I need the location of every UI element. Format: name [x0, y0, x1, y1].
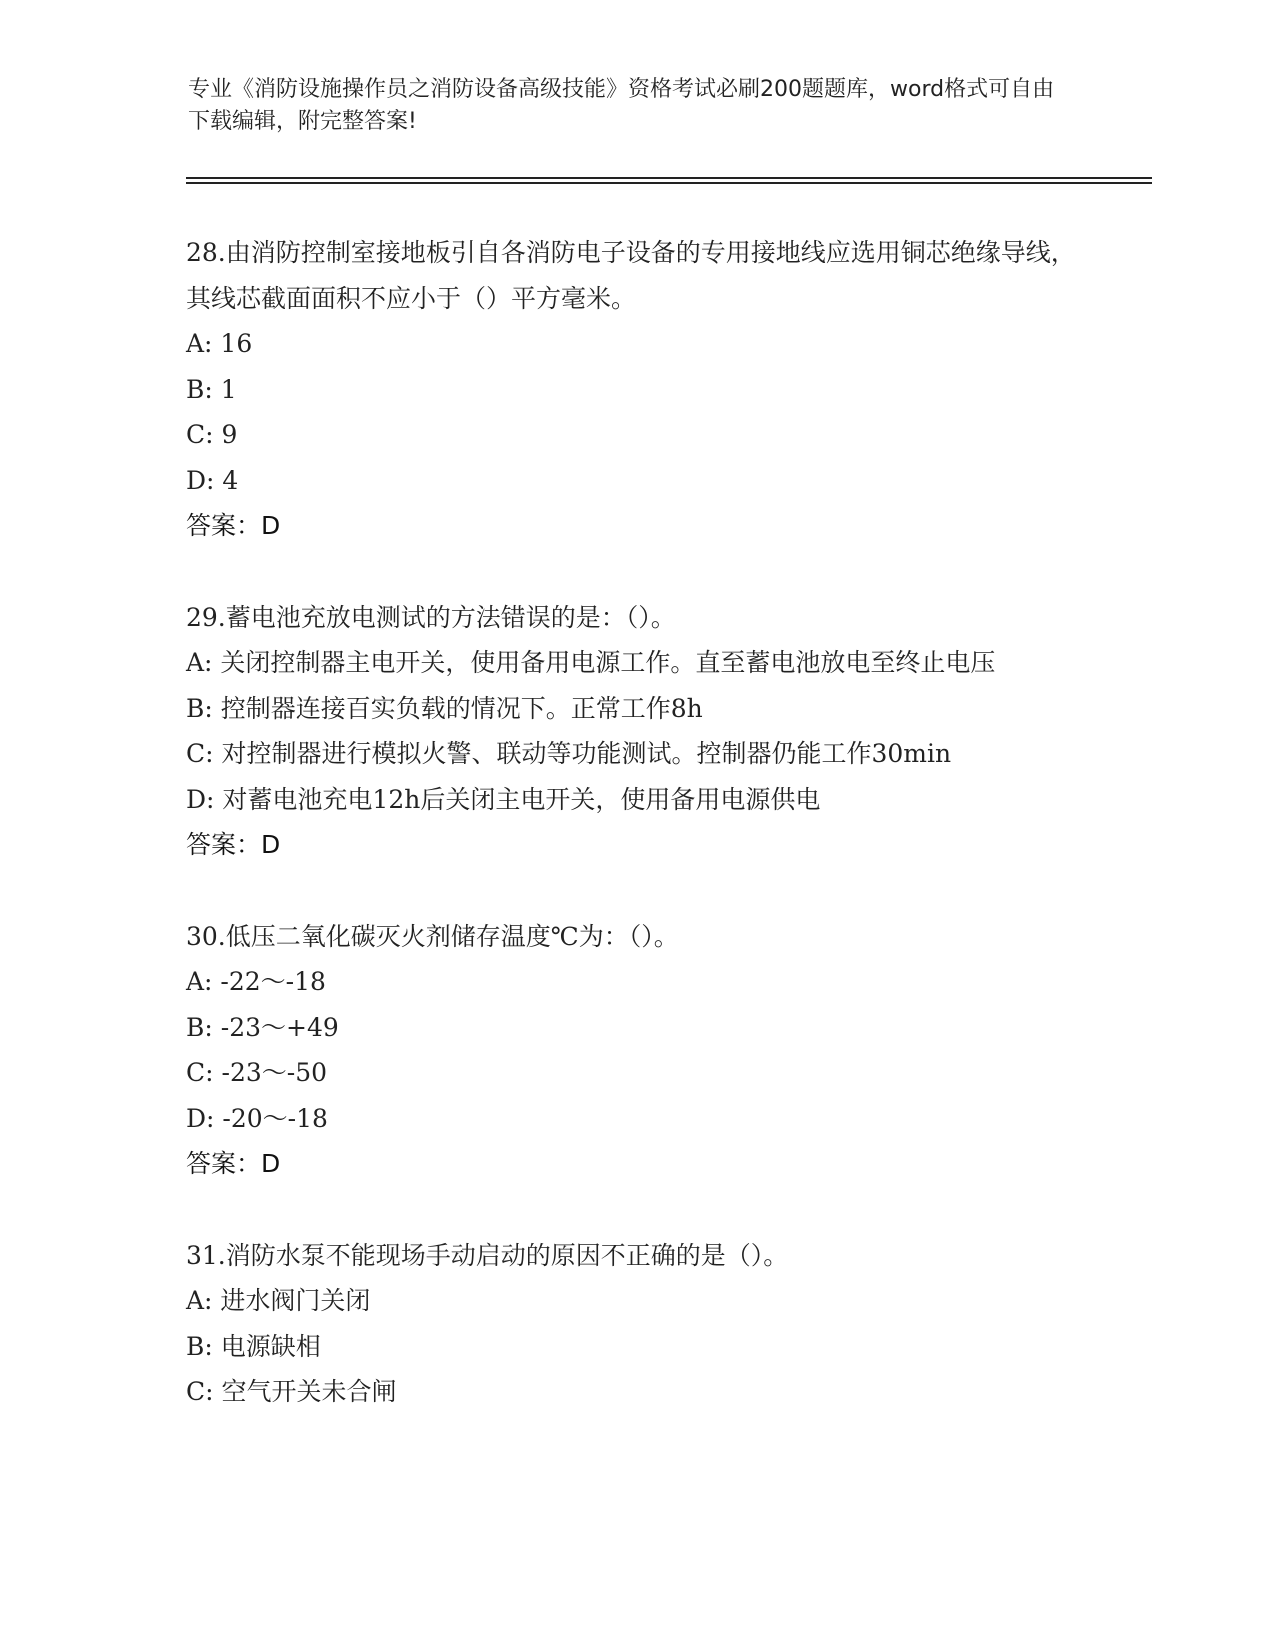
header-divider-bottom [186, 182, 1152, 184]
option-a: A: -22～-18 [186, 967, 326, 996]
question-stem: 29.蓄电池充放电测试的方法错误的是：（）。 [186, 602, 676, 632]
answer-label: 答案：D [186, 511, 281, 540]
option-a: A: 进水阀门关闭 [186, 1286, 371, 1315]
option-d: D: -20～-18 [186, 1103, 328, 1133]
option-b: B: 控制器连接百实负载的情况下。正常工作8h [186, 693, 703, 723]
question-30 [186, 914, 1086, 1187]
option-c: C: 对控制器进行模拟火警、联动等功能测试。控制器仍能工作30min [186, 739, 952, 768]
option-c: C: -23～-50 [186, 1058, 328, 1087]
option-b: B: -23～+49 [186, 1012, 339, 1042]
document-header: 专业《消防设施操作员之消防设备高级技能》资格考试必刷200题题库，word格式可自由下载编辑，附完整答案! [188, 77, 1055, 134]
answer-label: 答案：D [186, 830, 281, 859]
question-stem: 31.消防水泵不能现场手动启动的原因不正确的是（）。 [186, 1240, 789, 1270]
answer-label: 答案：D [186, 1149, 281, 1178]
option-d: D: 4 [186, 465, 239, 495]
question-28 [186, 230, 1086, 549]
question-29 [186, 595, 1086, 868]
option-b: B: 1 [186, 374, 237, 404]
option-c: C: 9 [186, 420, 238, 449]
option-b: B: 电源缺相 [186, 1331, 321, 1361]
option-a: A: 关闭控制器主电开关，使用备用电源工作。直至蓄电池放电至终止电压 [186, 648, 996, 677]
option-c: C: 空气开关未合闸 [186, 1377, 397, 1406]
option-a: A: 16 [186, 329, 253, 358]
question-stem: 30.低压二氧化碳灭火剂储存温度℃为：（）。 [186, 921, 679, 951]
header-divider-top [186, 177, 1152, 179]
option-d: D: 对蓄电池充电12h后关闭主电开关，使用备用电源供电 [186, 784, 821, 814]
question-stem: 28.由消防控制室接地板引自各消防电子设备的专用接地线应选用铜芯绝缘导线，其线芯截面面积不应小于（）平方毫米。 [186, 238, 1076, 313]
question-list [186, 230, 1086, 1461]
question-31 [186, 1233, 1086, 1415]
